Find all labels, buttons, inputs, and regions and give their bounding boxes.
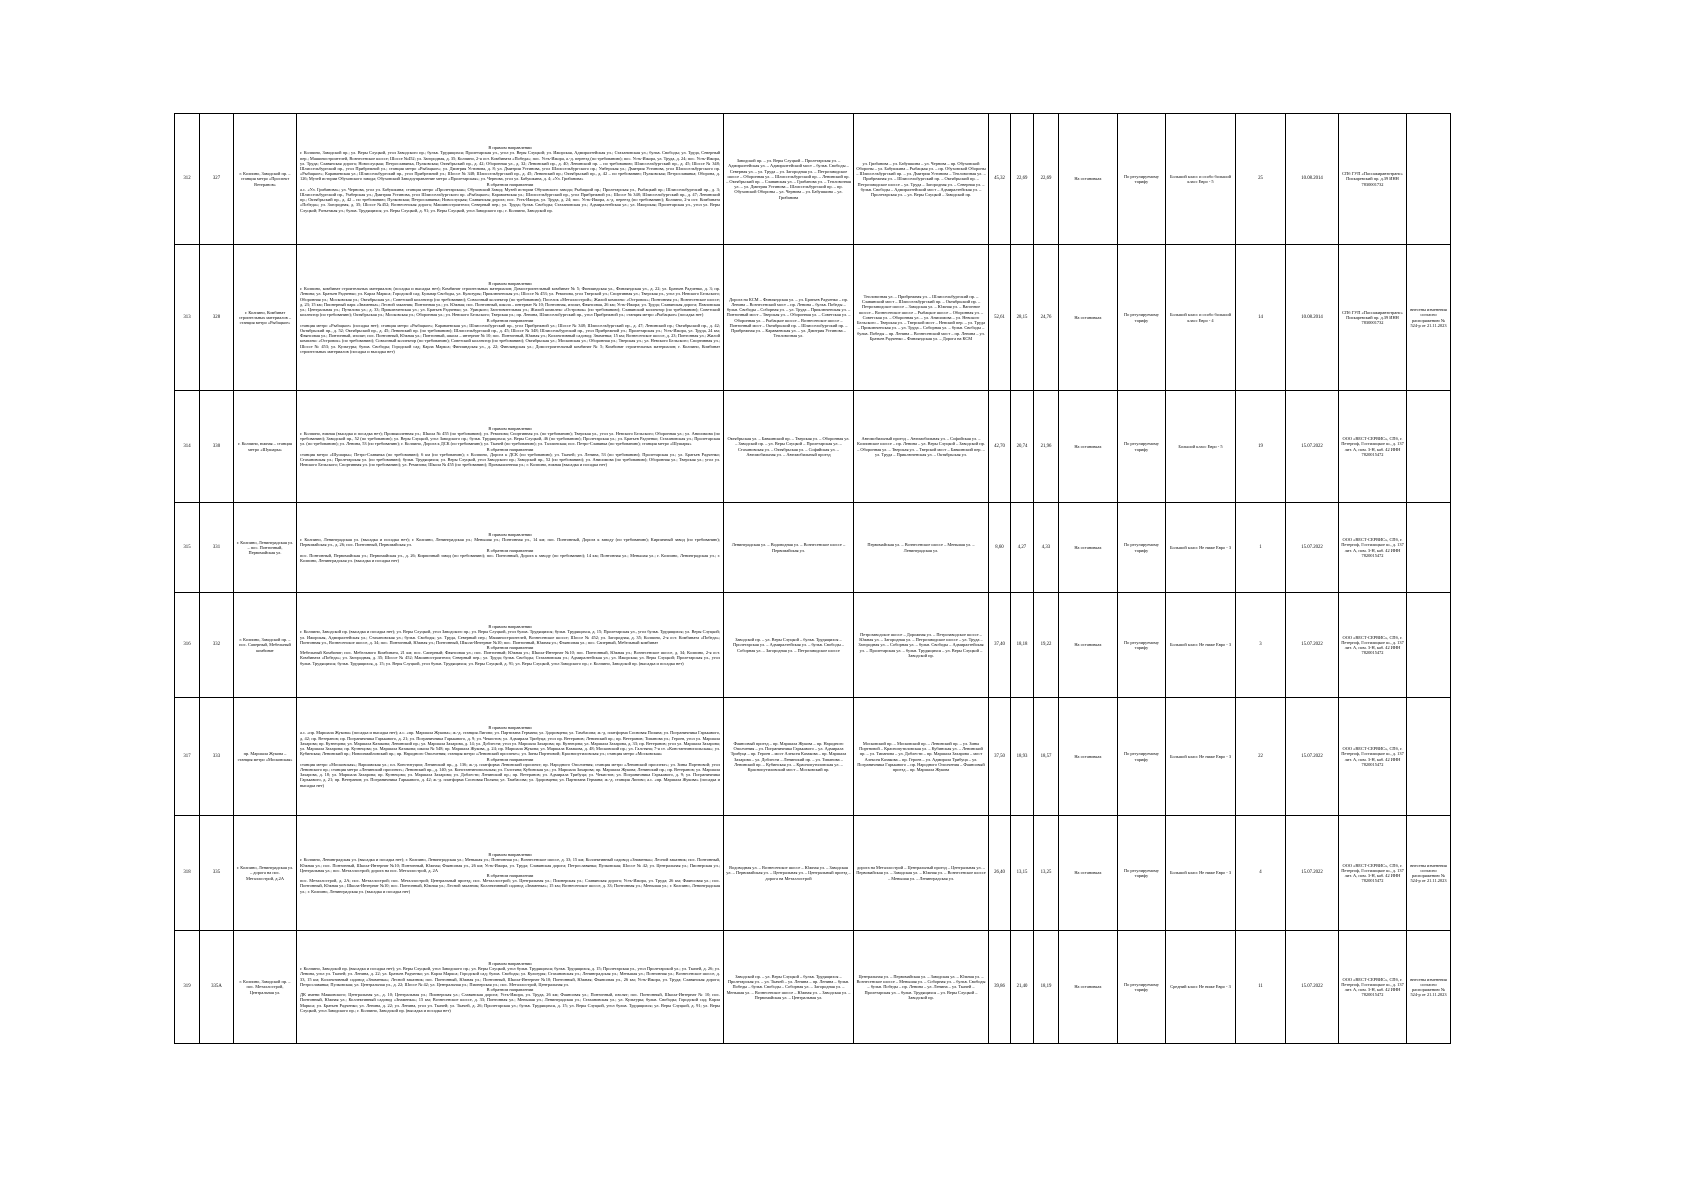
route-name: г. Колпино, Заводской пр. – пос. Металлострой, Центральная ул. [234, 931, 297, 1044]
streets-backward: ул. Грибанова – ул. Бабушкина – ул. Чернова – пр. Обуховской Обороны – ул. Бабушкина – Рыбацкая ул. – пр. Обуховской Обороны – Шлиссельбургский пр. – ул. Дмитрия Устинова – Тепловозная ул. – Прибрежная ул. – Шлиссельбургский пр. – Октябрьский пр. – Петрозаводское шоссе – ул. Труда – Загородная ул. – Северная ул. – бульв. Свободы – Адмиралтейский мост – Адмиралтейская ул. – Пролетарская ул. – ул. Веры Слуцкой – Заводской пр. [854, 114, 989, 245]
carrier-info: СПб ГУП «Пассажиравтотранс» Пискаревский пр. д.39 ИНН 7830001732 [1339, 114, 1407, 245]
path-forward: г. Колпино, Заводской пр.; ул. Веры Слуцкой, угол Заводского пр.; бульв. Трудящихся; Пролетарская ул., угол ул. Веры Слуцкой; ул. Ижорская, Адмиралтейская ул.; Стахановская ул.; бульв. Свободы; ул. Труда, Северный пер.; Машиностроителей, Вознесенское шоссе; Шоссе №452; ул. Загородная, д. 35; Колпино, 2-я ост. Комбината «Победа»; пос. Усть-Ижора, а.-д. переезд (по требованию); пос. Усть-Ижора, ул. Труда, д. 24; пос. Усть-Ижора, ул. Труда; Славянская дорога; Новослуцкая; Петрославянка, Пулковская; Октябрьский пр., д. 42; Оборонная ул., д. 32; Ленинский пр., д. 40; Ленинский пр. – по требованию; Шлиссельбургский пр., д. 45; Шоссе № 348; Шлиссельбургский пр., угол Прибрежной ул.; станция метро «Рыбацкое»; ул. Дмитрия Устинова, д. 8; ул. Дмитрия Устинова, угол Шлиссельбургского пр.; Умберская ул.; Дмитрия Устинова, угол Шлиссельбургского пр. «Рыбацкое»; Караваевская ул.; Шлиссельбургский пр., угол Прибрежной ул.; Шоссе № 348; Шлиссельбургский пр., д. 45; Ленинский пр.; Октябрьский пр., д. 42 – по требованию; Пулковская; Петрославянка; Оборона, д. 126; Музей истории Обуховского завода; Обуховский Заводоуправление метро «Пролетарская»; ул. Чернова, угол ул. Бабушкина, д. 4; «Ул. Грибанова» [300, 150, 720, 182]
route-path-cell [297, 816, 724, 931]
notes: внесены изменения согласно распоряжению № 524-р от 21.11.2023 [1407, 931, 1451, 1044]
length-backward: 22,69 [1034, 114, 1059, 245]
direction-forward-label: В прямом направлении [488, 725, 532, 731]
notes [1407, 593, 1451, 698]
max-vehicle-count: 11 [1236, 931, 1286, 1044]
length-total: 39,86 [989, 931, 1011, 1044]
direction-backward-label: В обратном направлении [486, 547, 534, 553]
max-vehicle-count: 19 [1236, 391, 1286, 503]
route-name: г. Колпино, Комбинат строительных материалов – станция метро «Рыбацкое» [234, 245, 297, 391]
notes [1407, 391, 1451, 503]
notes [1407, 114, 1451, 245]
direction-forward-label: В прямом направлении [488, 281, 532, 287]
length-total: 8,60 [989, 503, 1011, 593]
start-date: 10.08.2014 [1286, 245, 1339, 391]
routes-table-body [175, 114, 1451, 1044]
table-row [175, 816, 1451, 931]
streets-forward: Фаянсовый проезд – пр. Маршала Жукова – пр. Народного Ополчения – ул. Пограничника Гарькавого – ул. Адмирала Трибуца – пр. Героев – мост Алексея Казакова – пр. Маршала Захарова – ул. Доблести – Ленинский пр. – ул. Типанова – Ленинский пр. – Кубинская ул. – Краснопутиловская ул. – Краснопутиловский мост – Московский пр. [724, 698, 854, 816]
streets-forward: Заводской пр. – ул. Веры Слуцкой – бульв. Трудящихся – Пролетарская ул. – ул. Ткачей – ул. Ленина – пр. Ленина – бульв. Победы – бульв. Свободы – Соборная ул. – Загородная ул. – Меньшая ул. – Вознесенское шоссе – Южная ул. – Заводская ул. – Первомайская ул. – Центральная ул. [724, 931, 854, 1044]
path-backward: станция метро «Шушары»; Петро-Славянка (по требованию); 6 км (по требованию); г. Колпино, Дорога к ДСК (по требованию); ул. Ткачей; ул. Ленина, 53 (по требованию); Пролетарская ул.; ул. Братьев Радченко; Стахановская ул.; Пролетарская ул. (по требованию); бульв. Трудящихся; ул. Веры Слуцкой, угол Заводского пр.; Заводской пр., 52 (по требованию); ул. Анисимова (по требованию); Оборонная ул.; Тверская ул.; угол ул. Невского Бельского; Спортивная ул. (по требованию); ул. Ремизова; Школа № 455 (по требованию); Промышленная ул.; г. Колпино, южная (высадка и посадка нет) [300, 451, 720, 468]
length-forward: 22,69 [1011, 114, 1034, 245]
length-forward: 13,15 [1011, 816, 1034, 931]
carrier-info: ООО «ВЕСТ-СЕРВИС», СПб, г. Петергоф, Гостилицкое ш., д. 137 лит. А, пом. 3-Н, каб. 42 ИНН 7820015472 [1339, 593, 1407, 698]
length-backward: 21,96 [1034, 391, 1059, 503]
route-sequence-number: 312 [175, 114, 200, 245]
routes-table [174, 113, 1451, 1044]
length-total: 45,32 [989, 114, 1011, 245]
stops-order: На остановках [1059, 245, 1118, 391]
direction-backward-label: В обратном направлении [486, 756, 534, 762]
max-vehicle-count: 1 [1236, 503, 1286, 593]
route-path-cell [297, 114, 724, 245]
start-date: 15.07.2022 [1286, 931, 1339, 1044]
length-backward: 24,76 [1034, 245, 1059, 391]
direction-backward-label: В обратном направлении [486, 873, 534, 878]
path-forward: г. Колпино, Заводской пр. (высадка и посадка нет); ул. Веры Слуцкой, угол Заводского пр.; ул. Веры Слуцкой, угол бульв. Трудящихся; бульв. Трудящихся, д. 15; Пролетарская ул., угол бульв. Трудящихся; ул. Веры Слуцкой; ул. Ижорская, Адмиралтейская ул.; Стахановская ул.; бульв. Свободы; ул. Труда, Северный пер.; Машиностроителей, Вознесенское шоссе; Шоссе № 452; ул. Загородная, д. 35; Колпино, 2-я ост. Комбината «Победа»; Понтонная ул., Вознесенское шоссе, д. 34; пос. Понтонный, Южная ул.; Понтонный, Школа-Интернат №10; пос. Понтонный, Южная ул.; Фаянсовая ул.; пос. Саперный, Мебельный комбинат [300, 629, 720, 645]
stops-order: На остановках [1059, 593, 1118, 698]
length-total: 42,70 [989, 391, 1011, 503]
streets-forward: Заводской пр. – ул. Веры Слуцкой – Пролетарская ул. – Адмиралтейская ул. – Адмиралтейский мост – бульв. Свободы – Северная ул. – ул. Труда – ул. Загородная ул. – Петрозаводское шоссе – Оборонная ул. – Шлиссельбургский пр. – Ленинский пр. – Октябрьский пр. – Славянская ул. – Грибанова ул. – Тепловозная ул. – ул. Дмитрия Устинова – Шлиссельбургский пр. – пр. Обуховской Обороны – ул. Чернова – ул. Бабушкина – ул. Грибанова [724, 114, 854, 245]
table-row [175, 503, 1451, 593]
length-forward: 18,93 [1011, 698, 1034, 816]
start-date: 15.07.2022 [1286, 816, 1339, 931]
route-path-cell [297, 391, 724, 503]
tariff-type: По регулируемому тарифу [1118, 698, 1166, 816]
max-vehicle-count: 22 [1236, 698, 1286, 816]
route-number: 333 [200, 698, 234, 816]
start-date: 15.07.2022 [1286, 391, 1339, 503]
table-row [175, 593, 1451, 698]
route-sequence-number: 317 [175, 698, 200, 816]
route-name: г. Колпино, Заводской пр. – станция метро «Проспект Ветеранов» [234, 114, 297, 245]
length-backward: 18,57 [1034, 698, 1059, 816]
carrier-info: ООО «ВЕСТ-СЕРВИС», СПб, г. Петергоф, Гостилицкое ш., д. 137 лит. А, пом. 3-Н, каб. 42 ИНН 7820015472 [1339, 931, 1407, 1044]
streets-backward: дорога на Металлострой – Центральный проезд – Центральная ул. – Первомайская ул. – Заводская ул. – Южная ул. – Вознесенское шоссе – Меньшая ул. – Ленинградская ул. [854, 816, 989, 931]
table-row [175, 245, 1451, 391]
route-name: г. Колпино, Ленинградская ул. – пос. Понтонный, Первомайская ул. [234, 503, 297, 593]
notes [1407, 503, 1451, 593]
streets-forward: Водоводная ул. – Вознесенское шоссе – Южная ул. – Заводская ул. – Первомайская ул. – Центральная ул. – Центральный проезд – дорога на Металлострой [724, 816, 854, 931]
stops-order: На остановках [1059, 503, 1118, 593]
path-backward: станция метро «Московская»; Варшавская ул.; пл. Конституции; Ленинский пр., д. 136; ж.-д. платформа Ленинский проспект; пр. Народного Ополчения; станция метро «Ленинский проспект»; ул. Зины Портновой; угол Ленинского пр.; станция метро «Ленинский проспект»; Ленинский пр., д. 140; ул. Константинопольская; ул. Галстяна; Кубинская ул.; ул. Маршала Захарова; пр. Маршала Жукова; Ленинский пр.; пр. Ветеранов; ул. Маршала Захарова, д. 18; ул. Маршала Захарова; пр. Кузнецова; ул. Маршала Захарова; ул. Доблести; Ленинский пр.; пр. Ветеранов; ул. Адмирала Трибуца; ул. Чекистов; ул. Пограничника Гарькавого, д. 9; ул. Пограничника Гарькавого, д. 21; пр. Ветеранов; ул. Пограничника Гарькавого, д. 42; ж.-д. платформа Сосновая Поляна; ул. Тамбасова; ул. Здоровцева; ул. Партизана Германа; ж.-д. станция Лигово; а.с. «пр. Маршала Жукова» (посадка и высадка нет) [300, 761, 720, 788]
streets-forward: Заводской пр. – ул. Веры Слуцкой – бульв. Трудящихся – Пролетарская ул. – Адмиралтейская ул. – бульв. Свободы – Соборная ул. – Загородная ул. – Петрозаводское шоссе [724, 593, 854, 698]
table-row [175, 698, 1451, 816]
route-number: 335 [200, 816, 234, 931]
route-name: пр. Маршала Жукова – станция метро «Московская» [234, 698, 297, 816]
carrier-info: ООО «ВЕСТ-СЕРВИС», СПб, г. Петергоф, Гостилицкое ш., д. 137 лит. А, пом. 3-Н, каб. 42 ИНН 7820015472 [1339, 698, 1407, 816]
route-sequence-number: 315 [175, 503, 200, 593]
carrier-info: ООО «ВЕСТ-СЕРВИС», СПб, г. Петергоф, Гостилицкое ш., д. 137 лит. А, пом. 3-Н, каб. 42 ИНН 7820015472 [1339, 816, 1407, 931]
length-backward: 19,22 [1034, 593, 1059, 698]
route-name: г. Колпино, южная – станция метро «Шушары» [234, 391, 297, 503]
table-row [175, 931, 1451, 1044]
tariff-type: По регулируемому тарифу [1118, 931, 1166, 1044]
route-number: 328 [200, 245, 234, 391]
path-forward: г. Колпино, южная (высадка и посадка нет); Промышленная ул.; Школа № 455 (по требованию); ул. Ремизова; Спортивная ул. (по требованию); Тверская ул., угол ул. Невского Бельского; Оборонная ул.; ул. Анисимова (по требованию); Заводской пр., 52 (по требованию); ул. Веры Слуцкой, угол Заводского пр.; бульв. Трудящихся; ул. Веры Слуцкой, 46 (по требованию); Пролетарская ул.; ул. Братьев Радченко; Стахановская ул.; Пролетарская ул. (по требованию); ул. Ленина, 53 (по требованию); г. Колпино, Дорога к ДСК (по требованию); ул. Ткачей (по требованию); ул. Таллинская; пос. Петро-Славянка (по требованию); станция метро «Шушары» [300, 430, 720, 447]
route-sequence-number: 313 [175, 245, 200, 391]
length-forward: 18,18 [1011, 593, 1034, 698]
path-forward: г. Колпино, комбинат строительных материалов; (посадка и высадка нет); Комбинат строительных материалов; Домостроительный комбинат № 5; Финляндская ул., Финляндская ул., д. 22; ул. Братьев Радченко, д. 3; пр. Ленина; ул. Братьев Радченко; ул. Карла Маркса; Городской сад; Бульвар Свободы, ул. Культуры; Приключенская ул.; Шоссе № 453; ул. Ремизова, угол Тверской ул.; Спортивная ул.; Тверская ул., угол ул. Невского Бельского; Оборонная ул.; Московская ул.; Октябрьская ул.; Советский коллектор (по требованию); Совхозный коллектор (по требованию); Поселок «Металлострой»; Жилой комплекс «Островок»; Понтонная ул.; Вознесенское шоссе; д. 23; 15 км; Пионерный парк «Знаменка»; Лесной заказник; Понтонная ул.; ул. Южная; пос. Понтонный, школа – интернат № 10; Понтонная, изолят, Фаянсовая, 26 км; Усть-Ижора; ул. Труда; Славянская дорога; Павловская ул.; Центральная ул.; Путилова ул.; д. 33; Приключенская ул.; ул. Братьев Радченко; ул. Урицкого; Заготовительная ул.; Жилой комплекс «Островок» (по требованию); Славянский коллектор (по требованию); Советский коллектор (по требованию); Октябрьская ул.; Московская ул.; Оборонная ул.; ул. Невского Бельского; Тверская ул.; пр. Ленина, Шлиссельбургский пр., угол Прибрежной ул.; станция метро «Рыбацкое» (посадка нет) [300, 286, 720, 318]
path-forward: г. Колпино, Ленинградская ул. (высадка и посадка нет); г. Колпино, Ленинградская ул.; Меньшая ул.; Понтонная ул.; Вознесенское шоссе, д. 33; 15 км; Коллективный садовод «Знаменка»; Лесной заказник; пос. Понтонный, Южная ул.; пос. Понтонный, Школа-Интернат №10; Понтонный, Южная; Фаянсовая ул., 26 км; Усть-Ижора, ул. Труда; Славянская дорога; Петрославянка; Пулковская; Шоссе № 42; ул. Центральная ул.; Пионерская ул.; Центральная ул.; пос. Металлострой; дорога на пос. Металлострой, д. 2А [300, 857, 720, 873]
tariff-type: По регулируемому тарифу [1118, 816, 1166, 931]
tariff-type: По регулируемому тарифу [1118, 593, 1166, 698]
carrier-info: СПб ГУП «Пассажиравтотранс» Пискаревский пр. д.39 ИНН 7830001732 [1339, 245, 1407, 391]
length-total: 52,61 [989, 245, 1011, 391]
streets-forward: Октябрьская ул. – Бавкинский пр. – Тверская ул. – Оборонная ул. – Заводской пр. – ул. Веры Слуцкой – Пролетарская ул. – Стахановская ул. – Октябрьская ул. – Софийская ул. – Автомобильная ул. – Автомобильный проезд [724, 391, 854, 503]
length-forward: 21,40 [1011, 931, 1034, 1044]
length-backward: 13,25 [1034, 816, 1059, 931]
direction-backward-label: В обратном направлении [486, 181, 534, 187]
route-name: г. Колпино, Ленинградская ул. – дорога на пос. Металлострой, д.2А [234, 816, 297, 931]
start-date: 10.08.2014 [1286, 114, 1339, 245]
route-path-cell [297, 593, 724, 698]
path-forward: а.с. «пр. Маршала Жукова» (посадка и высадка нет); а.с. «пр. Маршала Жукова»; ж.-д. станция Лигово; ул. Партизана Германа; ул. Здоровцева; ул. Тамбасова; ж.-д. платформа Сосновая Поляна; ул. Пограничника Гарькавого, д. 42; пр. Ветеранов; пр. Пограничника Гарькавого, д. 21; ул. Пограничника Гарькавого, д. 9; ул. Чекистов; ул. Адмирала Трибуца; угол пр. Ветеранов; Ленинский пр.; пр. Ветеранов; Типанова ул.; Героев, угол ул. Маршала Захарова; пр. Кузнецова; ул. Маршала Казакова; Ленинский пр.; ул. Маршала Захарова, д. 14; ул. Доблести; угол ул. Маршала Захарова; пр. Кузнецова; ул. Маршала Захарова, д. 33; пр. Ветеранов; угол ул. Маршала Захарова; ул. Маршала Захарова; пр. Кузнецова; ул. Маршала Казакова; школа № 548; пр. Маршала Жукова, д. 24; пр. Маршала Жукова; ул. Маршала Казакова, д. 48; Московский пр.; ул. Галстяна; 7-я ст. «Константинопольская»; ул. Кубинская; Ленинский пр.; Новоизмайловский пр.; пр. Народного Ополчения; станция метро «Ленинский проспект»; ул. Зины Портновой; Краснопутиловская ул.; станция метро «Московская» [300, 730, 720, 757]
streets-backward: Первомайская ул. – Вознесенское шоссе – Меньшая ул. – Ленинградская ул. [854, 503, 989, 593]
length-total: 26,40 [989, 816, 1011, 931]
max-vehicle-count: 3 [1236, 593, 1286, 698]
route-number: 327 [200, 114, 234, 245]
route-path-cell [297, 698, 724, 816]
length-forward: 4,27 [1011, 503, 1034, 593]
route-path-cell [297, 931, 724, 1044]
start-date: 15.07.2022 [1286, 593, 1339, 698]
route-sequence-number: 316 [175, 593, 200, 698]
route-path-cell [297, 503, 724, 593]
tariff-type: По регулируемому тарифу [1118, 503, 1166, 593]
vehicle-class: Большой класс Не ниже Евро - 3 [1166, 503, 1236, 593]
streets-backward: Тепловозная ул. – Прибрежная ул. – Шлиссельбургский пр. – Славянский мост – Шлиссельбургский пр. – Октябрьский пр. – Петрозаводское шоссе – Заводская ул. – Южная ул. – Вагонное шоссе – Вознесенское шоссе – Рыбацкое шоссе – Оборонная ул. – Советская ул. – Оборонная ул. – ул. Анисимова – ул. Невского Бельского – Тверская ул. – Тверской мост – Невский пер. – ул. Труда – Приключенская ул. – ул. Труда – Соборная ул. – бульв. Свободы – бульв. Победы – пр. Ленина – Вознесенский мост – пр. Ленина – ул. Братьев Радченко – Финляндская ул. – Дорога на КСМ [854, 245, 989, 391]
route-number: 335А [200, 931, 234, 1044]
tariff-type: По регулируемому тарифу [1118, 391, 1166, 503]
tariff-type: По регулируемому тарифу [1118, 114, 1166, 245]
stops-order: На остановках [1059, 391, 1118, 503]
stops-order: На остановках [1059, 931, 1118, 1044]
route-number: 331 [200, 503, 234, 593]
vehicle-class: Большой класс и особо большой класс Евро - 4 [1166, 245, 1236, 391]
notes: внесены изменения согласно распоряжению № 524-р от 21.11.2023 [1407, 816, 1451, 931]
path-backward: ДК имени Маяковского; Центральная ул., д. 10; Центральная ул.; Пионерская ул.; Славянская дорога; Усть-Ижора, ул. Труда, 26 км; Фаянсовая ул.; Понтонный, изолят; пос. Понтонный, Школа-Интернат № 10; пос. Понтонный, Южная ул.; Коллективный садовод «Знаменка»; 15 км; Вознесенское шоссе, д. 33; Понтонная ул.; Меньшая ул.; Ленинградская ул.; Стахановская ул.; ул. Культуры; бульв. Свободы; Городской сад; Карла Маркса; ул. Братьев Радченко; ул. Ленина, д. 22; ул. Ленина, угол ул. Ткачей; ул. Ткачей, д. 26; Пролетарская ул.; бульв. Трудящихся, д. 15; ул. Веры Слуцкой, угол бульв. Трудящихся; ул. Веры Слуцкой, д. 91; ул. Веры Слуцкой, угол Заводского пр.; г. Колпино, Заводской пр. (высадка и посадка нет) [300, 992, 720, 1013]
tariff-type: По регулируемому тарифу [1118, 245, 1166, 391]
length-total: 37,50 [989, 698, 1011, 816]
direction-forward-label: В прямом направлении [488, 960, 532, 966]
table-row [175, 114, 1451, 245]
length-backward: 18,19 [1034, 931, 1059, 1044]
route-sequence-number: 314 [175, 391, 200, 503]
start-date: 15.07.2022 [1286, 698, 1339, 816]
direction-forward-label: В прямом направлении [488, 531, 532, 537]
max-vehicle-count: 14 [1236, 245, 1286, 391]
streets-backward: Центральная ул. – Первомайская ул. – Заводская ул. – Южная ул. – Вознесенское шоссе – Меньшая ул. – Соборная ул. – бульв. Свободы – бульв. Победы – пр. Ленина – ул. Ленина – ул. Ткачей – Пролетарская ул. – бульв. Трудящихся – ул. Веры Слуцкой – Заводской пр. [854, 931, 989, 1044]
direction-backward-label: В обратном направлении [486, 317, 534, 323]
direction-forward-label: В прямом направлении [488, 425, 532, 431]
notes: внесены изменения согласно распоряжению № 524-р от 21.11.2023 [1407, 245, 1451, 391]
streets-backward: Петрозаводское шоссе – Дорожная ул. – Петрозаводское шоссе – Южная ул. – Загородная ул. – Петрозаводское шоссе – ул. Труда – Загородная ул. – Соборная ул. – бульв. Свободы – Адмиралтейская ул. – Пролетарская ул. – бульв. Трудящихся – ул. Веры Слуцкой – Заводской пр. [854, 593, 989, 698]
route-sequence-number: 318 [175, 816, 200, 931]
carrier-info: ООО «ВЕСТ-СЕРВИС», СПб, г. Петергоф, Гостилицкое ш., д. 137 лит. А, пом. 3-Н, каб. 42 ИНН 7820015472 [1339, 391, 1407, 503]
route-name: г. Колпино, Заводской пр. – пос. Саперный, Мебельный комбинат [234, 593, 297, 698]
direction-forward-label: В прямом направлении [488, 145, 532, 151]
streets-forward: Ленинградская ул. – Водоводная ул. – Вознесенское шоссе – Первомайская ул. [724, 503, 854, 593]
direction-forward-label: В прямом направлении [488, 624, 532, 630]
path-backward: пос. Металлострой, д. 2А; пос. Металлострой; пос. Металлострой; Центральный проезд; пос. Металлострой; ул. Центральная ул.; Пионерская ул.; Славянская дорога; Усть-Ижора, ул. Труда; 26 км; Фаянсовая ул.; пос. Понтонный, Южная ул.; Школа-Интернат №10; пос. Понтонный, Южная ул.; Лесной заказник; Коллективный садовод «Знаменка»; 15 км; Вознесенское шоссе, д. 33; Понтонная ул.; Меньшая ул.; г. Колпино, Ленинградская ул.; г. Колпино, Ленинградская ул. (высадка и посадка нет) [300, 878, 720, 894]
max-vehicle-count: 25 [1236, 114, 1286, 245]
path-backward: станция метро «Рыбацкое» (посадка нет); станция метро «Рыбацкое»; Караваевская ул.; Шлиссельбургский пр., угол Прибрежной ул.; Шоссе № 348; Шлиссельбургский пр., д. 47; Ленинский пр.; Октябрьский пр., д. 42; Октябрьский пр., д. 52; Октябрьский пр., д. 45; Ленинский пр. (по требованию); Шлиссельбургский пр., д. 45; Шоссе № 348; Шлиссельбургский пр., угол Прибрежной ул.; Пролетарская ул.; Усть-Ижора, ул. Труда, 24 км; Фаянсовая ул.; Понтонный, изолят; пос. Понтонный, Южная ул.; Понтонный, школа – интернат № 10; пос. Понтонный, Южная ул.; Коллективный садовод; Знаменка; 15 км; Вознесенское шоссе, д. 23; Понтонная ул.; Жилой комплекс «Островок» (по требованию); Совхозный коллектор (по требованию); Советский коллектор (по требованию); Октябрьская ул.; Московская ул.; Оборонная ул.; Тверская ул.; ул. Невского Бельского; Спортивная ул.; Шоссе № 453; ул. Культуры; бульв. Свободы; Городской сад; Карла Маркса; Финляндская ул., д. 22; Финляндская ул.; Домостроительный комбинат № 5; Комбинат строительных материалов; г. Колпино, Комбинат строительных материалов (посадка и высадка нет) [300, 322, 720, 354]
stops-order: На остановках [1059, 114, 1118, 245]
stops-order: На остановках [1059, 816, 1118, 931]
path-backward: пос. Понтонный, Первомайская ул.; Первомайская ул., д. 26; Кирпичный завод (по требованию); пос. Понтонный, Дорога к заводу (по требованию); 14 км; Понтонная ул.; Меньшая ул.; г. Колпино, Ленинградская ул.; г. Колпино, Ленинградская ул. (высадка и посадка нет) [300, 552, 720, 563]
streets-backward: Московский пр. – Московский пр. – Ленинский пр. – ул. Зины Портновой – Краснопутиловская ул. – Кубинская ул. – Ленинский пр. – ул. Типанова – ул. Доблести – пр. Маршала Захарова – мост Алексея Казакова – пр. Героев – ул. Адмирала Трибуца – ул. Пограничника Гарькавого – пр. Народного Ополчения – Фаянсовый проезд – пр. Маршала Жукова [854, 698, 989, 816]
length-total: 37,40 [989, 593, 1011, 698]
path-forward: г. Колпино, Заводской пр. (высадка и посадка нет); ул. Веры Слуцкой, угол Заводского пр.; ул. Веры Слуцкой, угол бульв. Трудящихся; бульв. Трудящихся, д. 15; Пролетарская ул., угол Пролетарской ул.; ул. Ткачей, д. 26; ул. Ленина, угол ул. Ткачей; ул. Ленина, д. 22; ул. Братьев Радченко; ул. Карла Маркса; Городской сад; бульв. Свободы; ул. Культуры; Стахановская ул.; Ленинградская ул.; Меньшая ул.; Понтонная ул.; Вознесенское шоссе, д. 33, 15 км; Коллективный садовод «Знаменка»; Лесной заказник; пос. Понтонный, Южная ул.; Понтонный, Школа-Интернат №10; Понтонный, Южная; Фаянсовая ул., 26 км; Усть-Ижора, ул. Труда; Славянская дорога; Петрославянка; Пулковская; ул. Центральная ул., д. 22; Шоссе № 42; ул. Центральная ул.; Пионерская ул.; пос. Металлострой, Центральная ул. [300, 966, 720, 987]
start-date: 15.07.2022 [1286, 503, 1339, 593]
table-row [175, 391, 1451, 503]
route-number: 330 [200, 391, 234, 503]
length-forward: 28,15 [1011, 245, 1034, 391]
route-path-cell [297, 245, 724, 391]
vehicle-class: Большой класс Не ниже Евро - 3 [1166, 816, 1236, 931]
direction-backward-label: В обратном направлении [486, 645, 534, 650]
path-backward: Мебельный Комбинат; пос. Мебельного Комбината, 21 км; пос. Саперный; Фаянсовая ул.; пос. Понтонный; Южная ул.; Школа-Интернат №10; пос. Понтонный, Южная ул.; Вознесенское шоссе, д. 34; Колпино, 2-я ост. Комбината «Победа»; ул. Загородная, д. 35; Шоссе № 452; Машиностроители; Северный пер.; ул. Труда; бульв. Свободы; Стахановская ул.; Адмиралтейская ул.; ул. Ижорская; ул. Веры Слуцкой; Пролетарская ул., угол бульв. Трудящихся; бульв. Трудящихся, д. 15; ул. Веры Слуцкой, угол бульв. Трудящихся; ул. Веры Слуцкой, д. 91; ул. Веры Слуцкой, угол Заводского пр.; г. Колпино, Заводской пр. (высадка и посадка нет) [300, 650, 720, 666]
direction-backward-label: В обратном направлении [486, 987, 534, 992]
direction-backward-label: В обратном направлении [486, 446, 534, 452]
path-backward: а.с. «Ул. Грибанова»; ул. Чернова, угол ул. Бабушкина; станция метро «Пролетарская»; Обуховский Завод; Музей истории Обуховского завода; Рыбацкий пр.; Пролетарская ул., Рыбацкий пр.; Шлиссельбургский пр., д. 3; Шлиссельбургский пр., Умберская ул.; Дмитрия Устинова, угол Шлиссельбургского пр. «Рыбацкое»; Караваевская ул.; Шлиссельбургский пр., угол Прибрежной ул.; Шоссе № 348; Шлиссельбургский пр., д. 47; Ленинский пр.; Октябрьский пр., д. 42 – по требованию; Пулковская; Петрославянка; Новослуцкая; Славянская дорога; пос. Усть-Ижора, ул. Труда, д. 24; пос. Усть-Ижора, а.-д. переезд (по требованию); Колпино, 2-я ост. Комбината «Победа»; ул. Загородная, д. 35; Шоссе №452; Вознесенская дорога; Машиностроители; Северный пер.; ул. Труда; бульв. Свободы; Стахановская ул.; Адмиралтейская ул.; ул. Ижорская; Пролетарская ул., угол ул. Веры Слуцкой; Разъезжая ул.; бульв. Трудящихся; ул. Веры Слуцкой, д. 91; ул. Веры Слуцкой, угол Заводского пр.; г. Колпино, Заводской пр. [300, 186, 720, 213]
carrier-info: ООО «ВЕСТ-СЕРВИС», СПб, г. Петергоф, Гостилицкое ш., д. 137 лит. А, пом. 3-Н, каб. 42 ИНН 7820015472 [1339, 503, 1407, 593]
vehicle-class: Большой класс Не ниже Евро - 3 [1166, 593, 1236, 698]
vehicle-class: Большой класс Евро - 5 [1166, 391, 1236, 503]
route-number: 332 [200, 593, 234, 698]
notes [1407, 698, 1451, 816]
vehicle-class: Средний класс Не ниже Евро - 3 [1166, 931, 1236, 1044]
route-sequence-number: 319 [175, 931, 200, 1044]
max-vehicle-count: 4 [1236, 816, 1286, 931]
length-backward: 4,33 [1034, 503, 1059, 593]
streets-backward: Автомобильный проезд – Автомобильная ул. – Софийская ул. – Колпинское шоссе – пр. Ленина – ул. Веры Слуцкой – Заводской пр. – Оборонная ул. – Тверская ул. – Тверской мост – Бавкинский пер. – ул. Труда – Приключенская ул. – Октябрьская ул. [854, 391, 989, 503]
vehicle-class: Большой класс Не ниже Евро - 3 [1166, 698, 1236, 816]
stops-order: На остановках [1059, 698, 1118, 816]
vehicle-class: Большой класс и особо большой класс Евро - 5 [1166, 114, 1236, 245]
streets-forward: Дорога на КСМ – Финляндская ул. – ул. Братьев Радченко – пр. Ленина – Вознесенский мост – пр. Ленина – бульв. Победы – бульв. Свободы – Соборная ул. – ул. Труда – Приключенская ул. – Понтонный мост – Тверская ул. – Оборонная ул. – Советская ул. – Оборонная ул. – Рыбацкое шоссе – Вознесенское шоссе – Понтонный мост – Октябрьский пр. – Шлиссельбургский пр. – Прибрежная ул. – Караваевская ул. – ул. Дмитрия Устинова – Тепловозная ул. [724, 245, 854, 391]
length-forward: 20,74 [1011, 391, 1034, 503]
direction-forward-label: В прямом направлении [488, 852, 532, 858]
path-forward: г. Колпино, Ленинградская ул. (высадка и посадка нет); г. Колпино, Ленинградская ул.; Меньшая ул.; Понтонная ул., 14 км; пос. Понтонный, Дорога к заводу (по требованию); Кирпичный завод (по требованию); Первомайская ул., д. 26; пос. Понтонный, Первомайская ул. [300, 537, 720, 548]
